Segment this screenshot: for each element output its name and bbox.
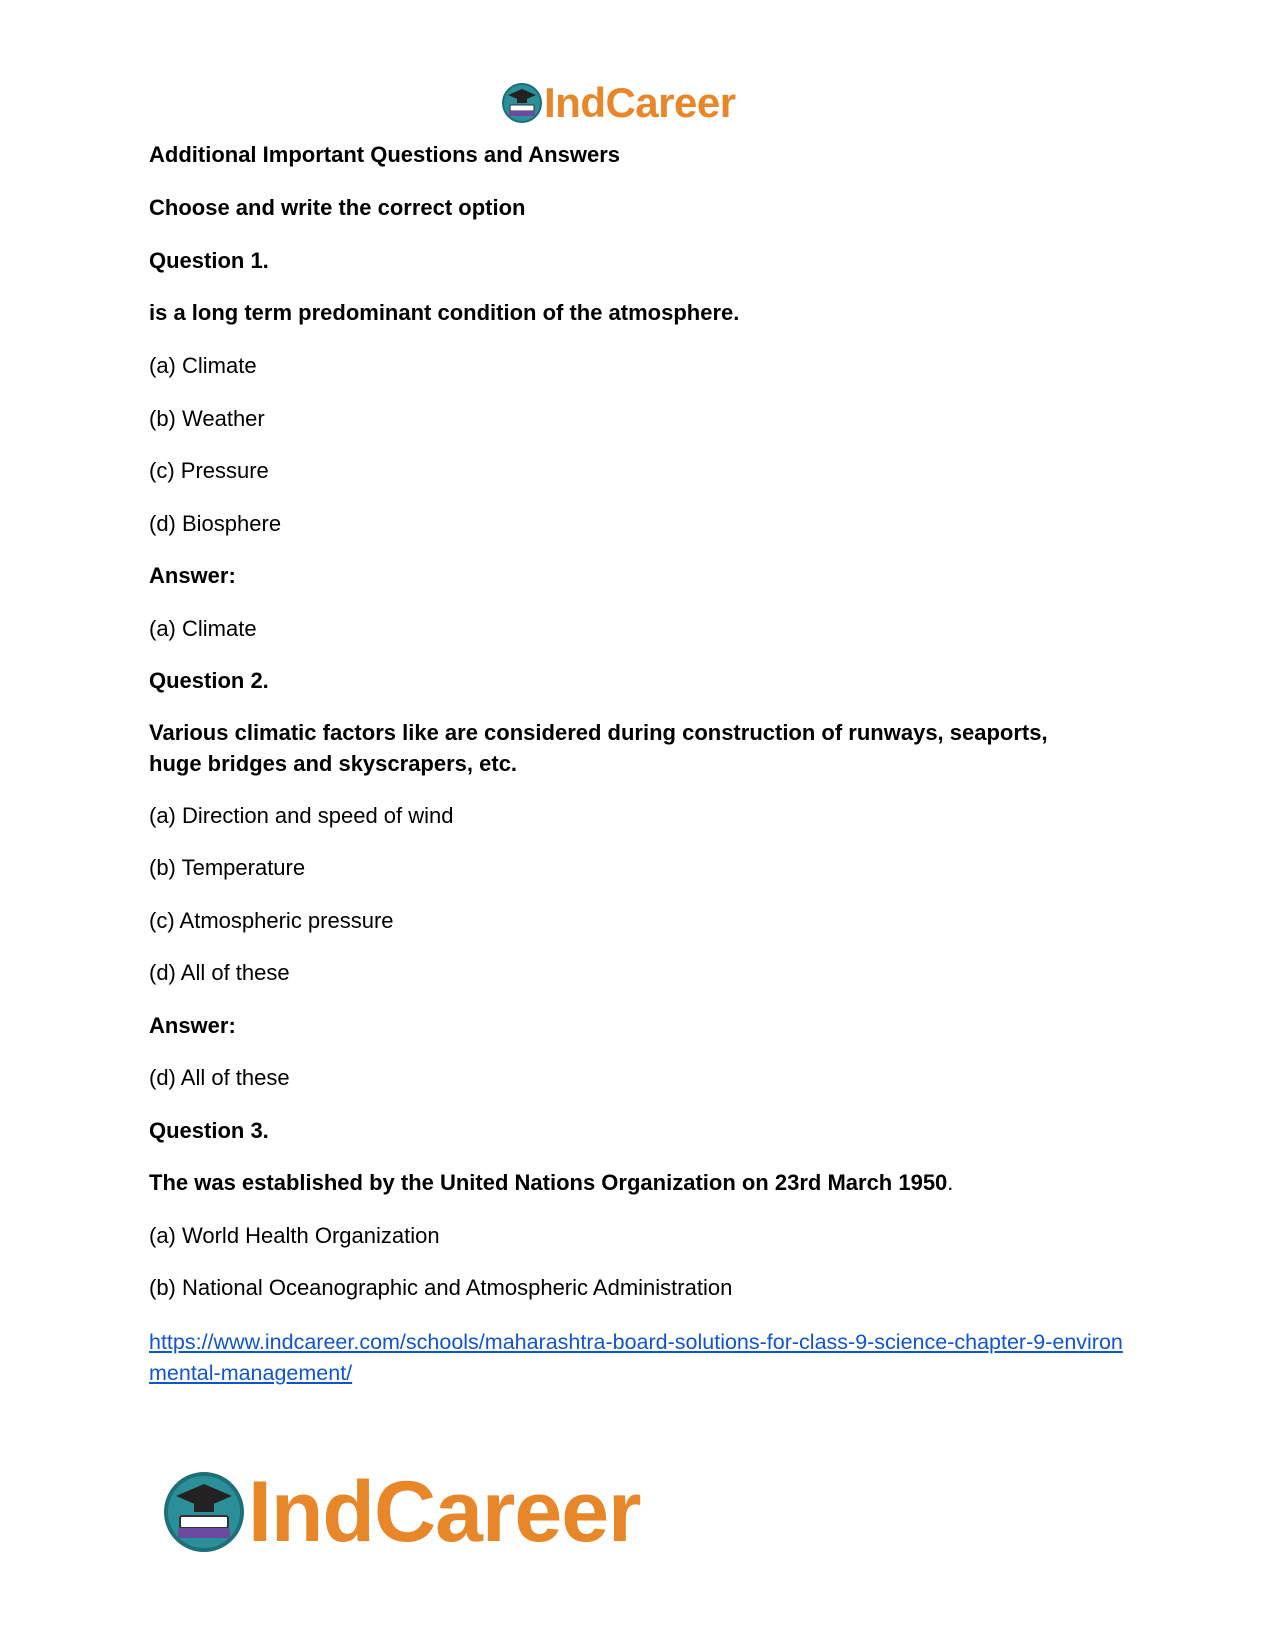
option: (a) World Health Organization bbox=[149, 1223, 440, 1248]
option: (b) Temperature bbox=[149, 855, 306, 880]
question-text-line bbox=[149, 1167, 1139, 1198]
brand-logo-top bbox=[500, 78, 736, 128]
answer-text: (d) All of these bbox=[149, 1065, 290, 1090]
answer-label: Answer: bbox=[149, 563, 236, 588]
option: (a) Climate bbox=[149, 353, 257, 378]
graduation-book-globe-icon bbox=[500, 81, 544, 125]
answer-label: Answer: bbox=[149, 1013, 236, 1038]
option: (b) National Oceanographic and Atmospheric Administration bbox=[149, 1275, 733, 1300]
question-label: Question 2. bbox=[149, 668, 269, 693]
source-link[interactable]: https://www.indcareer.com/schools/maharashtra-board-solutions-for-class-9-science-chapter-9-environmental-management/ bbox=[149, 1330, 1123, 1385]
option: (d) All of these bbox=[149, 960, 290, 985]
answer-text: (a) Climate bbox=[149, 616, 257, 641]
instruction: Choose and write the correct option bbox=[149, 195, 526, 220]
section-heading: Additional Important Questions and Answers bbox=[149, 142, 621, 167]
option: (d) Biosphere bbox=[149, 511, 282, 536]
option: (a) Direction and speed of wind bbox=[149, 803, 454, 828]
option: (c) Atmospheric pressure bbox=[149, 908, 394, 933]
question-text: is a long term predominant condition of the atmosphere. bbox=[149, 300, 740, 325]
brand-wordmark: IndCareer bbox=[248, 1464, 641, 1560]
option: (c) Pressure bbox=[149, 458, 269, 483]
question-text: The was established by the United Nations Organization on 23rd March 1950 bbox=[149, 1170, 948, 1195]
question-text: Various climatic factors like are considered during construction of runways, seaports, huge bridges and skyscrapers, etc. bbox=[149, 720, 1048, 776]
question-label: Question 1. bbox=[149, 248, 269, 273]
graduation-book-globe-icon bbox=[160, 1468, 248, 1556]
option: (b) Weather bbox=[149, 406, 265, 431]
brand-wordmark: IndCareer bbox=[544, 79, 736, 126]
brand-logo-bottom bbox=[160, 1462, 641, 1562]
question-label: Question 3. bbox=[149, 1118, 269, 1143]
question-text-period: . bbox=[947, 1170, 954, 1195]
